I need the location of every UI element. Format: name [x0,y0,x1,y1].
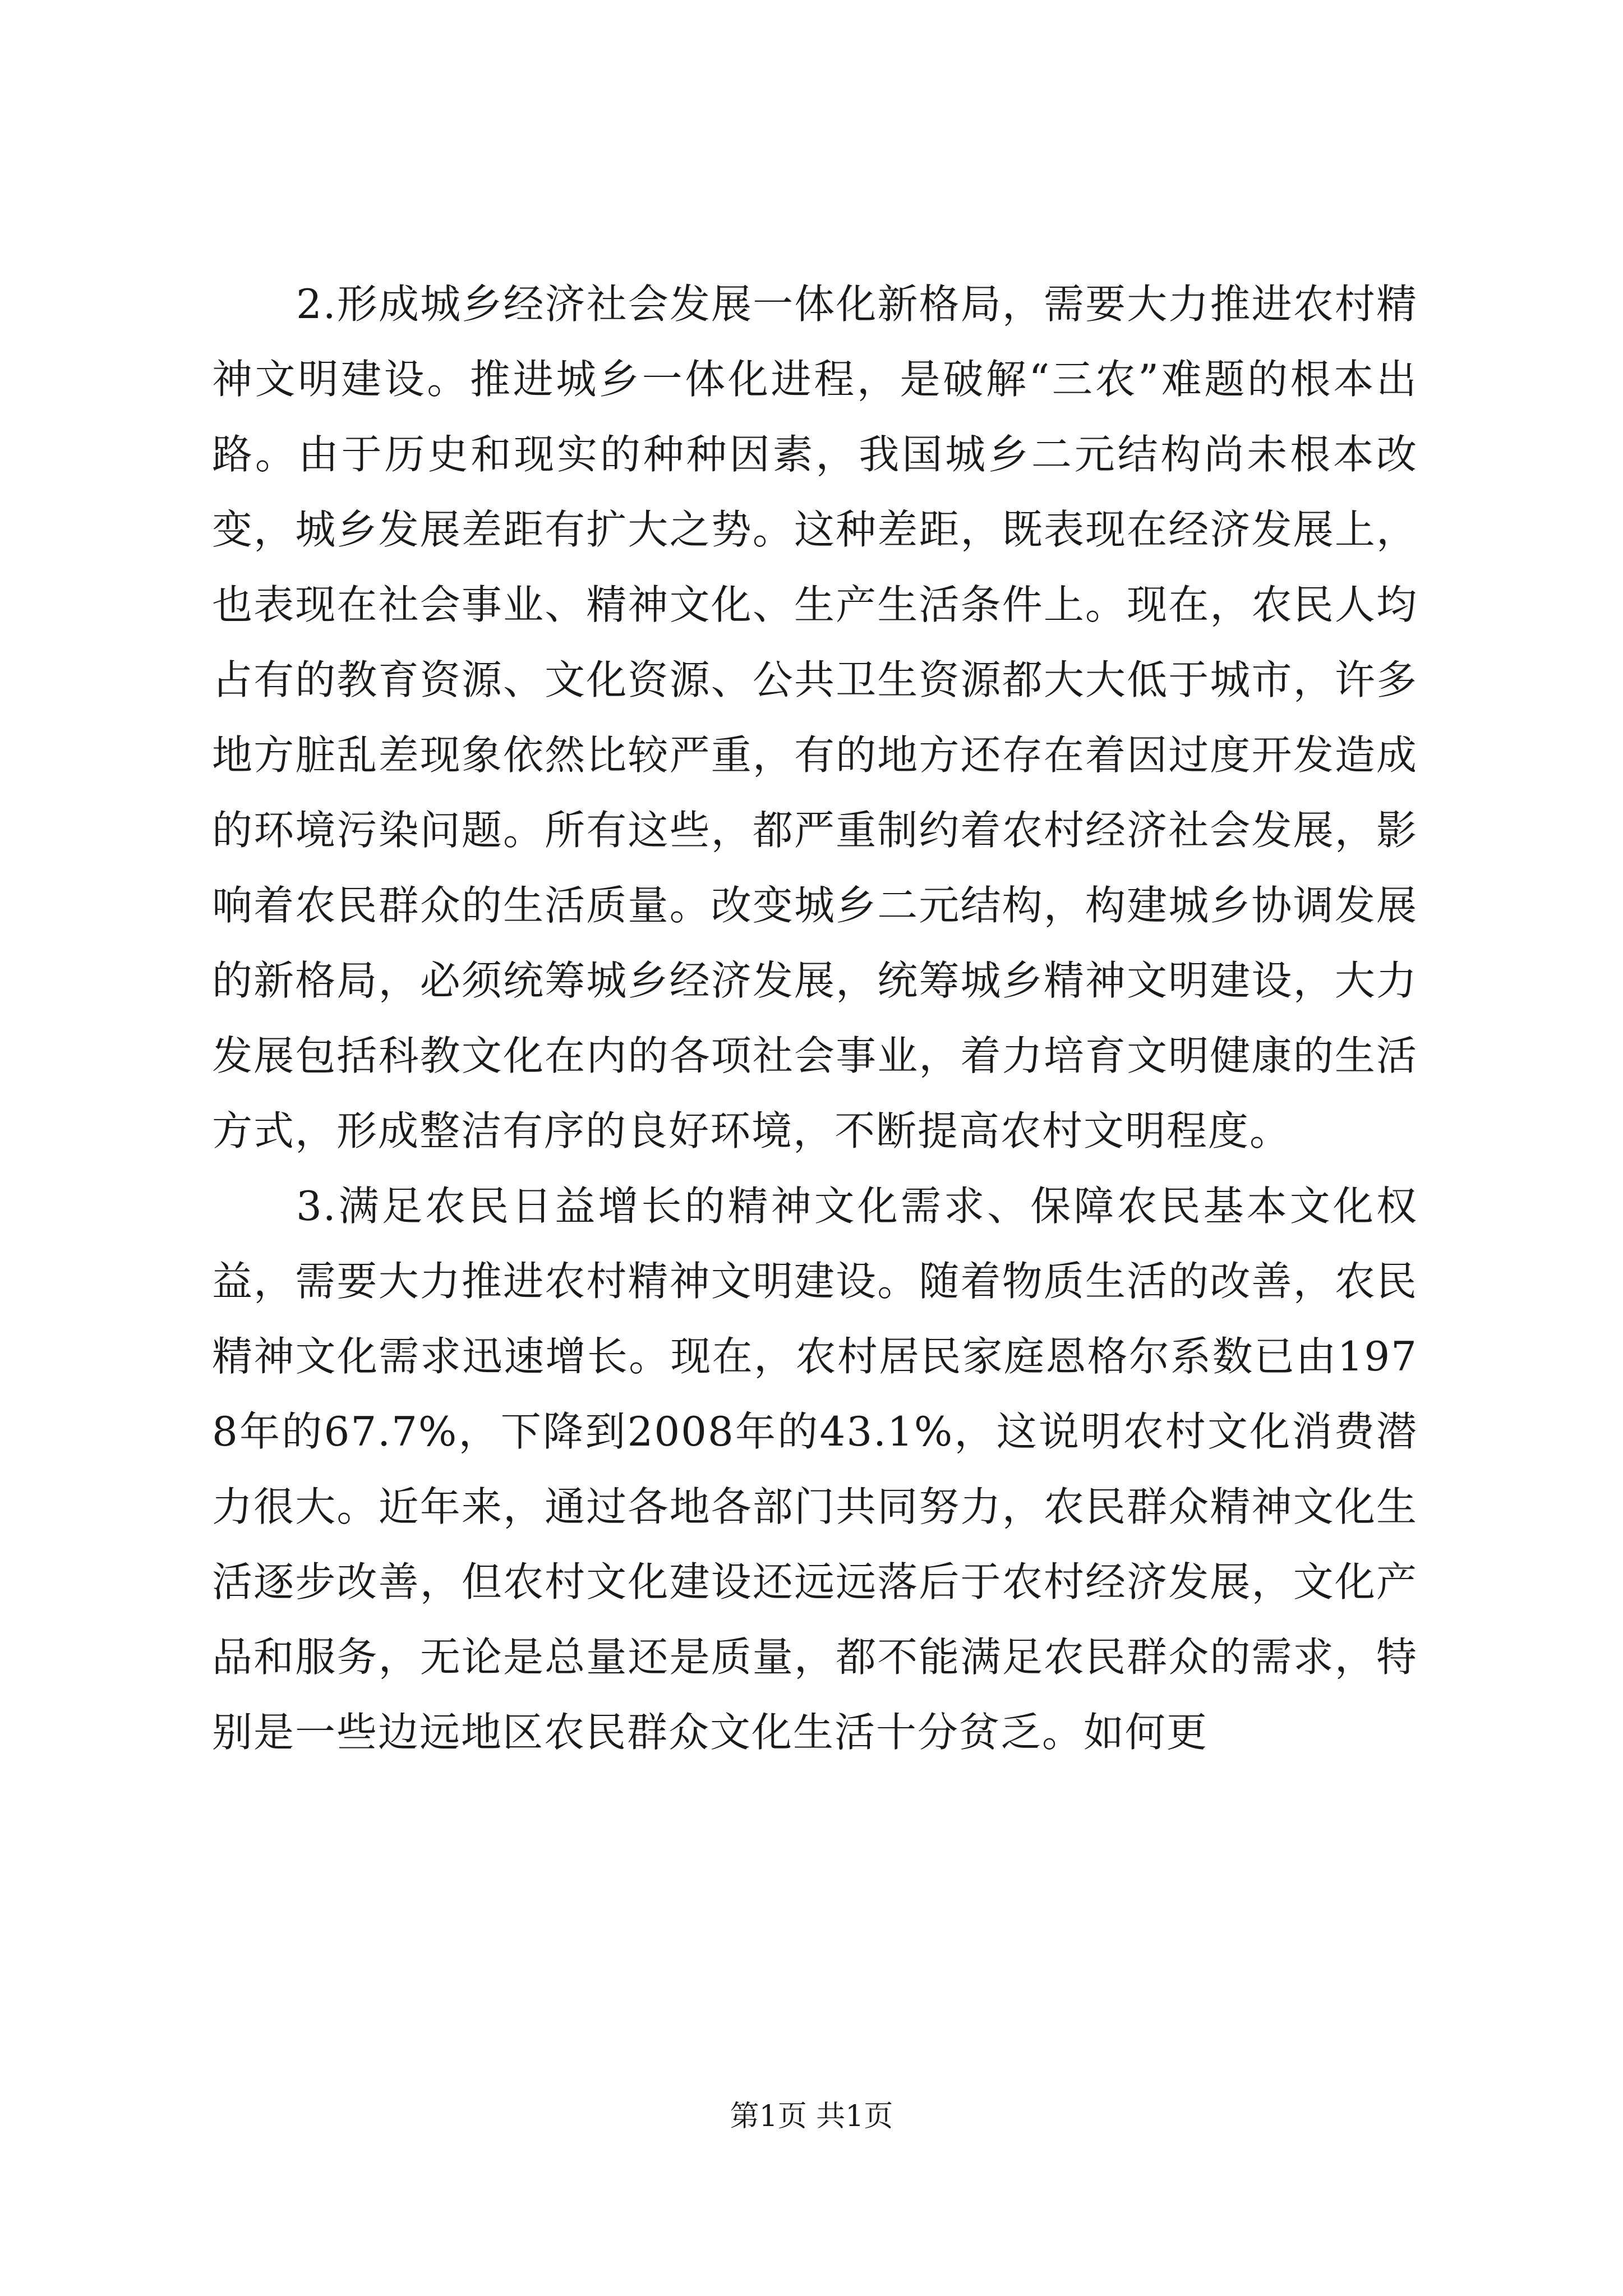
document-body [212,266,1418,2062]
paragraph-3: 3.满足农民日益增长的精神文化需求、保障农民基本文化权益，需要大力推进农村精神文明建设。随着物质生活的改善，农民精神文化需求迅速增长。现在，农村居民家庭恩格尔系数已由1978年的67.7%，下降到2008年的43.1%，这说明农村文化消费潜力很大。近年来，通过各地各部门共同努力，农民群众精神文化生活逐步改善，但农村文化建设还远远落后于农村经济发展，文化产品和服务，无论是总量还是质量，都不能满足农民群众的需求，特别是一些边远地区农民群众文化生活十分贫乏。如何更 [212,1182,1418,1756]
paragraph-2: 2.形成城乡经济社会发展一体化新格局，需要大力推进农村精神文明建设。推进城乡一体化进程，是破解“三农”难题的根本出路。由于历史和现实的种种因素，我国城乡二元结构尚未根本改变，城乡发展差距有扩大之势。这种差距，既表现在经济发展上，也表现在社会事业、精神文化、生产生活条件上。现在，农民人均占有的教育资源、文化资源、公共卫生资源都大大低于城市，许多地方脏乱差现象依然比较严重，有的地方还存在着因过度开发造成的环境污染问题。所有这些，都严重制约着农村经济社会发展，影响着农民群众的生活质量。改变城乡二元结构，构建城乡协调发展的新格局，必须统筹城乡经济发展，统筹城乡精神文明建设，大力发展包括科教文化在内的各项社会事业，着力培育文明健康的生活方式，形成整洁有序的良好环境，不断提高农村文明程度。 [212,280,1418,1154]
page-footer: 第1页 共1页 [730,2100,893,2133]
